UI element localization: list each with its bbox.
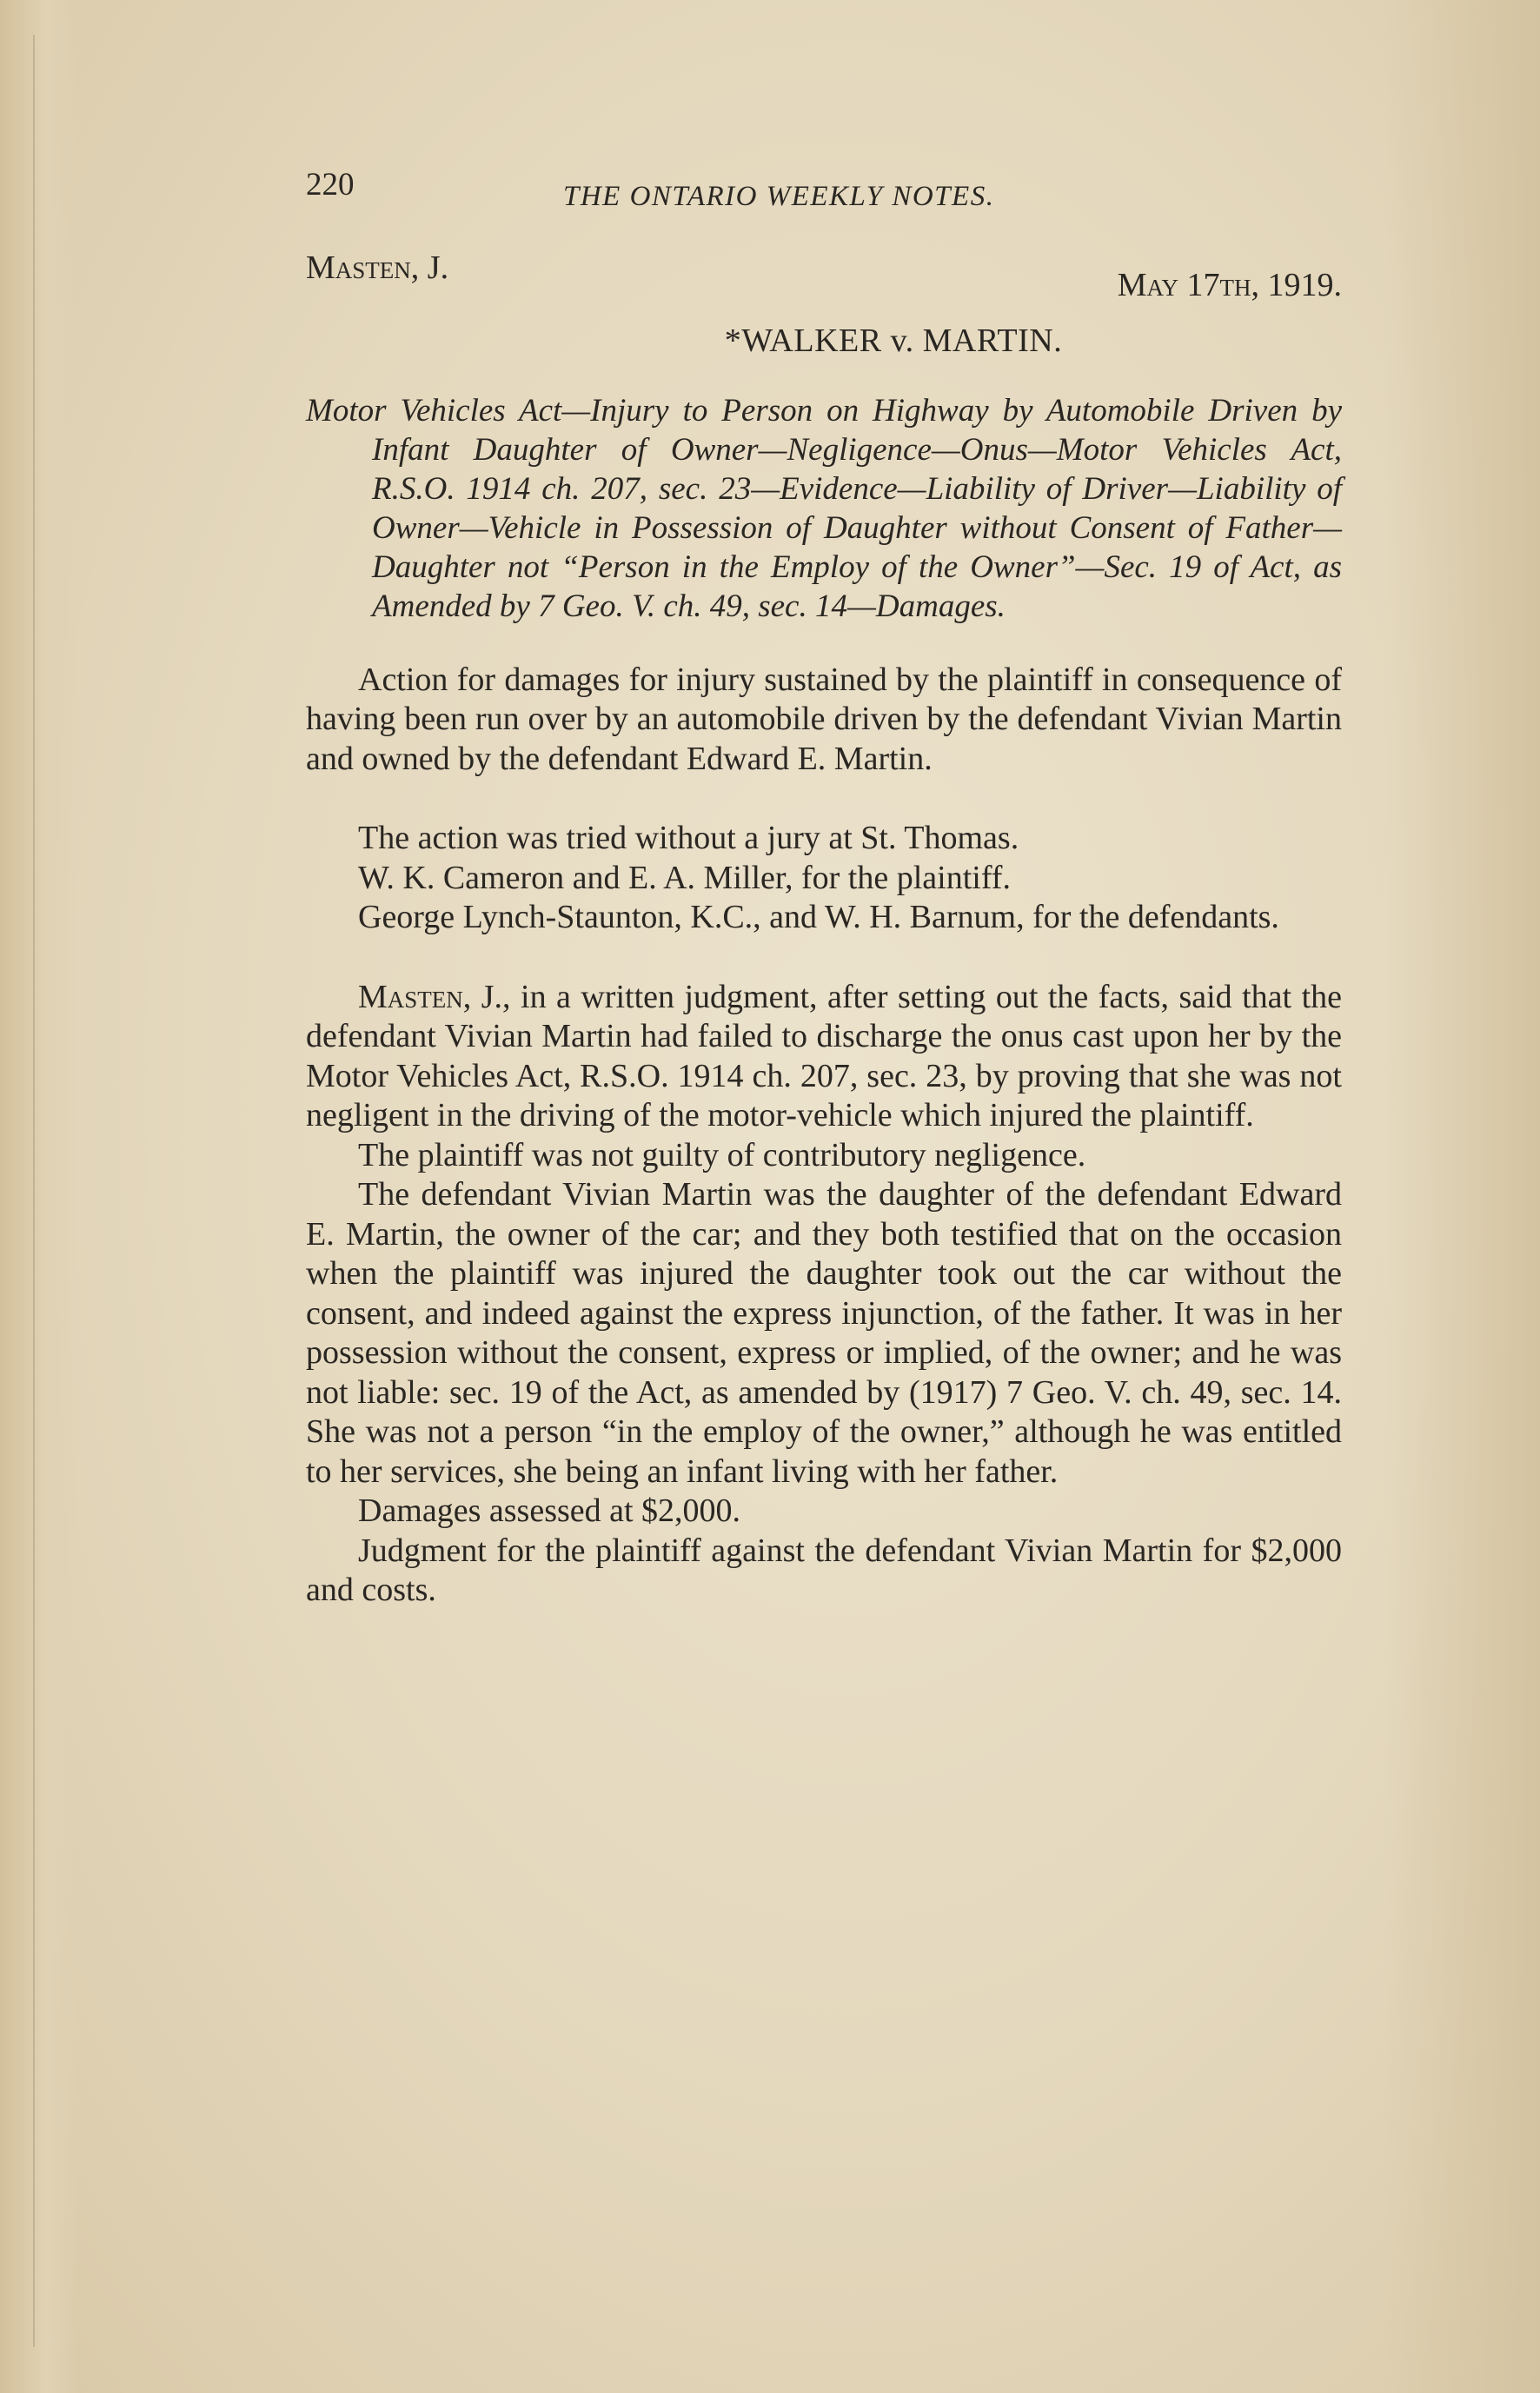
- page-number: 220: [306, 167, 355, 203]
- judge-name: Masten, J.: [306, 249, 449, 286]
- judge-date-line: [306, 249, 1342, 309]
- contributory-negligence: The plaintiff was not guilty of contributory negligence.: [358, 1136, 1086, 1173]
- judgment-judge-name: Masten: [358, 978, 463, 1015]
- judgment-date: May 17th, 1919.: [1117, 267, 1342, 303]
- running-head: [306, 165, 1342, 212]
- page-edge-shadow-right: [1384, 0, 1540, 2393]
- final-judgment: Judgment for the plaintiff against the defendant Vivian Martin for $2,000 and costs.: [306, 1532, 1342, 1608]
- defendant-counsel: George Lynch-Staunton, K.C., and W. H. Barnum, for the defendants.: [358, 899, 1279, 935]
- damages-assessed: Damages assessed at $2,000.: [358, 1492, 741, 1529]
- trial-details: [306, 819, 1342, 938]
- case-title: *WALKER v. MARTIN.: [724, 322, 1063, 359]
- page-edge-shadow-left: [0, 0, 78, 2393]
- trial-venue: The action was tried without a jury at St. Thomas.: [358, 820, 1019, 856]
- headnote: Motor Vehicles Act—Injury to Person on Highway by Automobile Driven by Infant Daughter of Owner—Negligence—Onus—Motor Vehicles Act, R.S.O. 1914 ch. 207, sec. 23—Evidence—Liability of Driver—Liability of Owner—Vehicle in Possession of Daughter without Consent of Father—Daughter not “Person in the Employ of the Owner”—Sec. 19 of Act, as Amended by 7 Geo. V. ch. 49, sec. 14—Damages.: [306, 392, 1342, 624]
- judgment-opening: [306, 978, 1342, 1136]
- page-content: [306, 165, 1342, 1611]
- judgment-body: [306, 978, 1342, 1611]
- intro-paragraph: Action for damages for injury sustained by the plaintiff in consequence of having been run over by an automobile driven by the defendant Vivian Martin and owned by the defendant Edward E. Martin.: [306, 661, 1342, 777]
- daughter-paragraph: The defendant Vivian Martin was the daughter of the defendant Edward E. Martin, the owner of the car; and they both testified that on the occasion when the plaintiff was injured the daughter took out the car without the consent, and indeed against the express injunction, of the father. It was in her possession without the consent, express or implied, of the owner; and he was not liable: sec. 19 of the Act, as amended by (1917) 7 Geo. V. ch. 49, sec. 14. She was not a person “in the employ of the owner,” although he was entitled to her services, she being an infant living with her father.: [306, 1176, 1342, 1490]
- journal-title: THE ONTARIO WEEKLY NOTES.: [563, 181, 995, 212]
- plaintiff-counsel: W. K. Cameron and E. A. Miller, for the plaintiff.: [358, 859, 1011, 896]
- binding-line: [33, 35, 35, 2347]
- judgment-opening-text: , J., in a written judgment, after setting out the facts, said that the defendant Vivian Martin had failed to discharge the onus cast upon her by the Motor Vehicles Act, R.S.O. 1914 ch. 207, sec. 23, by proving that she was not negligent in the driving of the motor-vehicle which injured the plaintiff.: [306, 978, 1342, 1133]
